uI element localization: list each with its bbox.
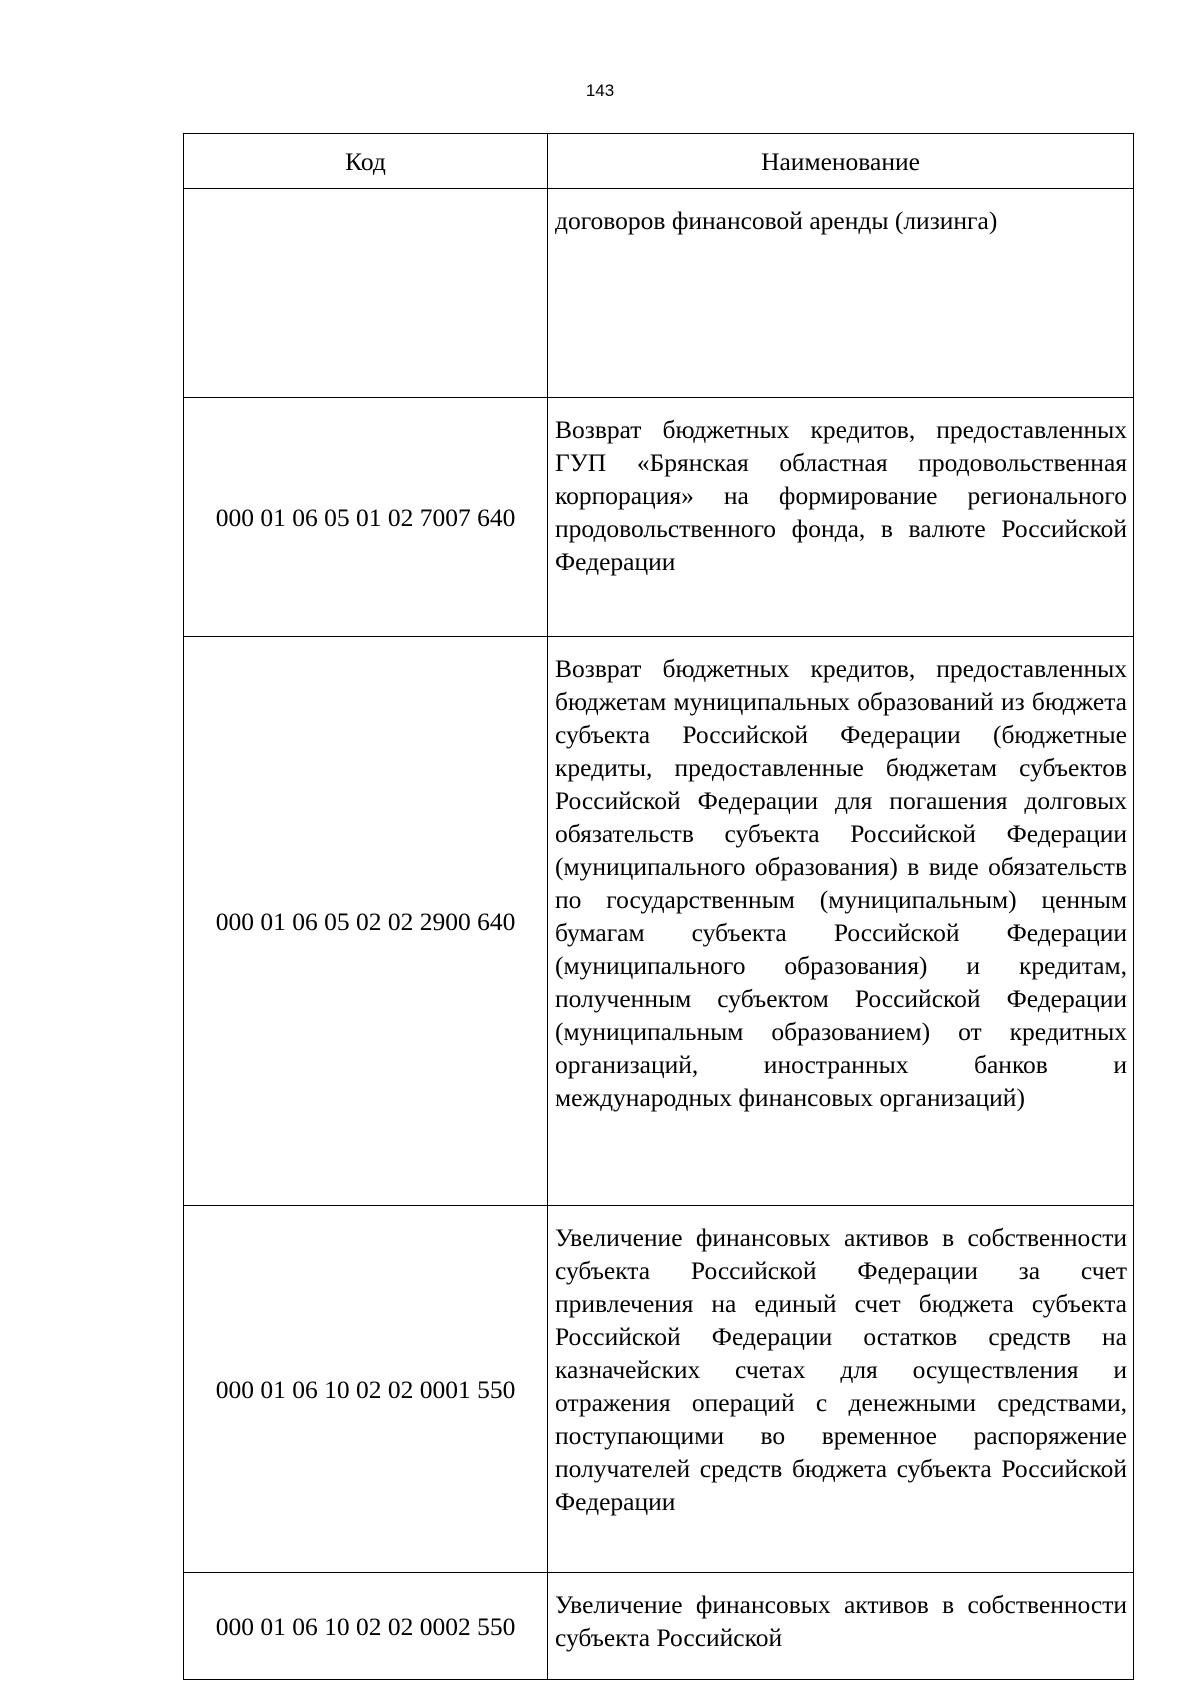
name-cell (548, 1206, 1134, 1573)
name-text: Возврат бюджетных кредитов, предоставленных бюджетам муниципальных образований из бюджета субъекта Российской Федерации (бюджетные кредиты, предоставленные бюджетам субъектов Российской Федерации для погашения долговых обязательств субъекта Российской Федерации (муниципального образования) в виде обязательств по государственным (муниципальным) ценным бумагам субъекта Российской Федерации (муниципального образования) и кредитам, полученным субъектом Российской Федерации (муниципальным образованием) от кредитных организаций, иностранных банков и международных финансовых организаций) (555, 654, 1127, 1112)
code-column-header: Код (184, 134, 548, 189)
table-row (184, 1573, 1134, 1680)
table-row (184, 398, 1134, 637)
name-text: Увеличение финансовых активов в собственности субъекта Российской Федерации за счет привлечения на единый счет бюджета субъекта Российской Федерации остатков средств на казначейских счетах для осуществления и отражения операций с денежными средствами, поступающими во временное распоряжение получателей средств бюджета субъекта Российской Федерации (555, 1223, 1127, 1516)
name-cell (548, 189, 1134, 398)
name-cell (548, 1573, 1134, 1680)
page-number: 143 (585, 81, 615, 100)
name-cell (548, 637, 1134, 1206)
code-cell (184, 189, 548, 398)
code-cell: 000 01 06 10 02 02 0001 550 (184, 1206, 548, 1573)
name-text: Возврат бюджетных кредитов, предоставленных ГУП «Брянская областная продовольственная корпорация» на формирование регионального продовольственного фонда, в валюте Российской Федерации (555, 415, 1127, 576)
code-cell: 000 01 06 05 01 02 7007 640 (184, 398, 548, 637)
table-row (184, 1206, 1134, 1573)
name-text: Увеличение финансовых активов в собственности субъекта Российской (555, 1590, 1127, 1652)
code-cell: 000 01 06 05 02 02 2900 640 (184, 637, 548, 1206)
name-column-header: Наименование (548, 134, 1134, 189)
name-text: договоров финансовой аренды (лизинга) (555, 206, 998, 235)
table-row (184, 637, 1134, 1206)
table-header-row (184, 134, 1134, 189)
name-cell (548, 398, 1134, 637)
code-cell: 000 01 06 10 02 02 0002 550 (184, 1573, 548, 1680)
table-row (184, 189, 1134, 398)
budget-codes-table (183, 133, 1134, 1680)
